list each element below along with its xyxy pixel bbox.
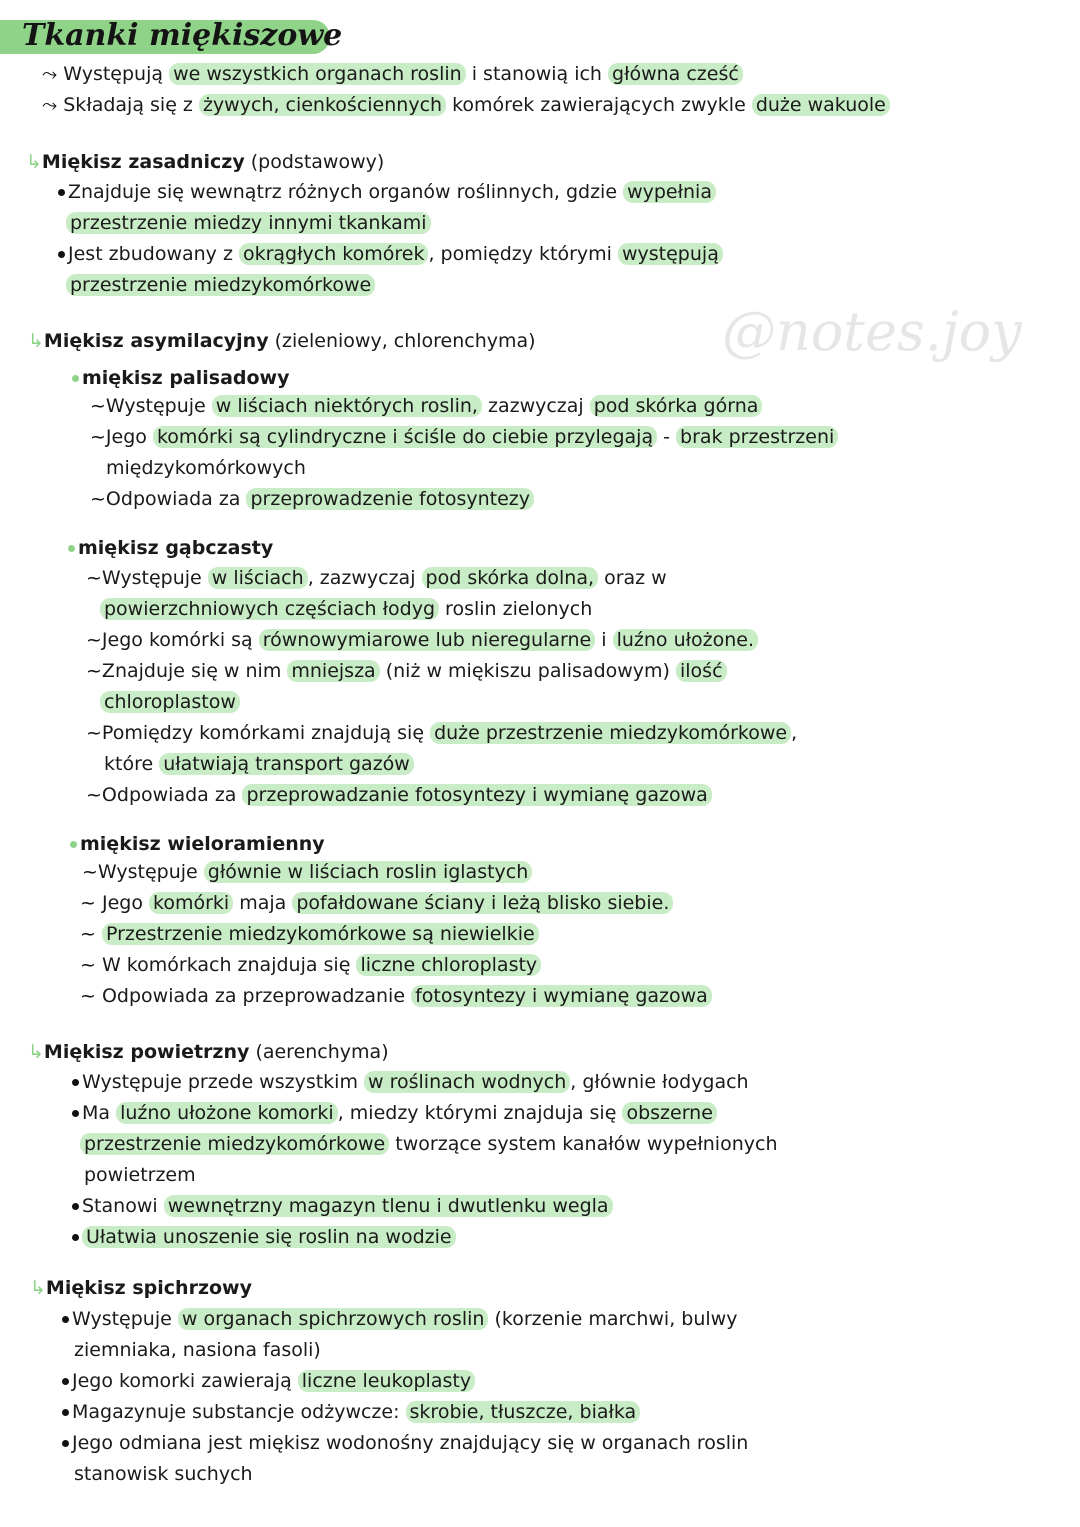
tilde-bullet-icon: ~ [90, 426, 106, 448]
tilde-bullet-icon: ~ [80, 892, 102, 914]
list-item: ~ Odpowiada za przeprowadzanie fotosyntezy i wymianę gazowa [80, 984, 712, 1008]
list-item: Magazynuje substancje odżywcze: skrobie, tłuszcze, białka [62, 1400, 640, 1424]
section-heading-zasadniczy: ↳Miękisz zasadniczy (podstawowy) [26, 151, 385, 173]
tilde-bullet-icon: ~ [86, 784, 102, 806]
list-item-continued: stanowisk suchych [74, 1463, 253, 1485]
tilde-bullet-icon: ~ [90, 488, 106, 510]
bullet-icon [72, 375, 79, 382]
section-heading-spichrzowy: ↳Miękisz spichrzowy [30, 1277, 252, 1299]
list-item: Znajduje się wewnątrz różnych organów roślinnych, gdzie wypełnia [58, 180, 716, 204]
list-item-continued: przestrzenie miedzy innymi tkankami [66, 211, 431, 235]
section-heading-powietrzny: ↳Miękisz powietrzny (aerenchyma) [28, 1041, 389, 1063]
list-item-continued: które ułatwiają transport gazów [104, 752, 414, 776]
tilde-bullet-icon: ~ [80, 985, 102, 1007]
bullet-icon [62, 1440, 69, 1447]
bullet-icon [58, 189, 65, 196]
list-item: ~Występuje w liściach niektórych roslin, zazwyczaj pod skórka górna [90, 394, 762, 418]
bullet-icon [72, 1234, 79, 1241]
list-item: Ułatwia unoszenie się roslin na wodzie [72, 1225, 456, 1249]
bullet-icon [62, 1316, 69, 1323]
list-item: ~Znajduje się w nim mniejsza (niż w miękiszu palisadowym) ilość [86, 659, 727, 683]
list-item-continued: powierzchniowych częściach łodyg roslin zielonych [100, 597, 592, 621]
list-item: Występuje przede wszystkim w roślinach wodnych , głównie łodygach [72, 1070, 749, 1094]
list-item: Jego komorki zawierają liczne leukoplasty [62, 1369, 475, 1393]
bullet-icon [68, 545, 75, 552]
tilde-bullet-icon: ~ [86, 660, 102, 682]
list-item: ~Jego komórki są równowymiarowe lub nieregularne i luźno ułożone. [86, 628, 758, 652]
list-item: ~Pomiędzy komórkami znajdują się duże przestrzenie miedzykomórkowe , [86, 722, 798, 744]
bullet-icon [58, 251, 65, 258]
bullet-icon [70, 841, 77, 848]
list-item: Jest zbudowany z okrągłych komórek , pomiędzy którymi występują [58, 242, 723, 266]
return-arrow-icon: ↳ [30, 1277, 46, 1299]
bullet-icon [62, 1409, 69, 1416]
bullet-icon [72, 1203, 79, 1210]
list-item-continued: międzykomórkowych [106, 457, 306, 479]
section-heading-asymilacyjny: ↳Miękisz asymilacyjny (zieleniowy, chlorenchyma) [28, 330, 536, 352]
tilde-bullet-icon: ~ [80, 923, 102, 945]
subsection-heading-gabczasty: miękisz gąbczasty [68, 536, 273, 560]
list-item: Jego odmiana jest miękisz wodonośny znajdujący się w organach roslin [62, 1431, 748, 1455]
tilde-bullet-icon: ~ [86, 567, 102, 589]
page-title: Tkanki miękiszowe [22, 18, 343, 53]
list-item: Stanowi wewnętrzny magazyn tlenu i dwutlenku wegla [72, 1194, 613, 1218]
list-item-continued: ziemniaka, nasiona fasoli) [74, 1339, 321, 1361]
return-arrow-icon: ↳ [28, 330, 44, 352]
return-arrow-icon: ↳ [28, 1041, 44, 1063]
list-item-continued: przestrzenie miedzykomórkowe [66, 273, 375, 297]
tilde-bullet-icon: ~ [90, 395, 106, 417]
bullet-icon [62, 1378, 69, 1385]
tilde-bullet-icon: ~ [82, 861, 98, 883]
list-item-continued: powietrzem [84, 1164, 196, 1186]
tilde-bullet-icon: ~ [86, 629, 102, 651]
intro-line-2: ⤳ Składają się z żywych, cienkościennych komórek zawierających zwykle duże wakuole [42, 93, 890, 117]
list-item: ~Jego komórki są cylindryczne i ściśle do ciebie przylegają - brak przestrzeni [90, 425, 838, 449]
squiggle-arrow-icon: ⤳ [42, 63, 64, 85]
bullet-icon [72, 1110, 79, 1117]
intro-line-1: ⤳ Występują we wszystkich organach roslin i stanowią ich główna cześć [42, 62, 743, 86]
list-item-continued: przestrzenie miedzykomórkowe tworzące system kanałów wypełnionych [80, 1132, 778, 1156]
list-item: ~ Jego komórki maja pofałdowane ściany i leżą blisko siebie. [80, 891, 673, 915]
squiggle-arrow-icon: ⤳ [42, 94, 64, 116]
list-item: ~ W komórkach znajduja się liczne chloroplasty [80, 953, 541, 977]
list-item: Występuje w organach spichrzowych roslin (korzenie marchwi, bulwy [62, 1307, 737, 1331]
bullet-icon [72, 1079, 79, 1086]
list-item-continued: chloroplastow [100, 690, 240, 714]
list-item: ~Odpowiada za przeprowadzanie fotosyntezy i wymianę gazowa [86, 783, 712, 807]
watermark: @notes.joy [722, 300, 1022, 363]
list-item: ~Występuje w liściach , zazwyczaj pod skórka dolna, oraz w [86, 567, 667, 589]
list-item: ~Występuje głównie w liściach roslin iglastych [82, 860, 532, 884]
tilde-bullet-icon: ~ [86, 722, 102, 744]
tilde-bullet-icon: ~ [80, 954, 102, 976]
subsection-heading-wieloramienny: miękisz wieloramienny [70, 832, 325, 856]
return-arrow-icon: ↳ [26, 151, 42, 173]
list-item: ~Odpowiada za przeprowadzenie fotosyntezy [90, 487, 534, 511]
list-item: ~ Przestrzenie miedzykomórkowe są niewielkie [80, 922, 539, 946]
subsection-heading-palisadowy: miękisz palisadowy [72, 366, 290, 390]
list-item: Ma luźno ułożone komorki , miedzy którymi znajduja się obszerne [72, 1101, 717, 1125]
